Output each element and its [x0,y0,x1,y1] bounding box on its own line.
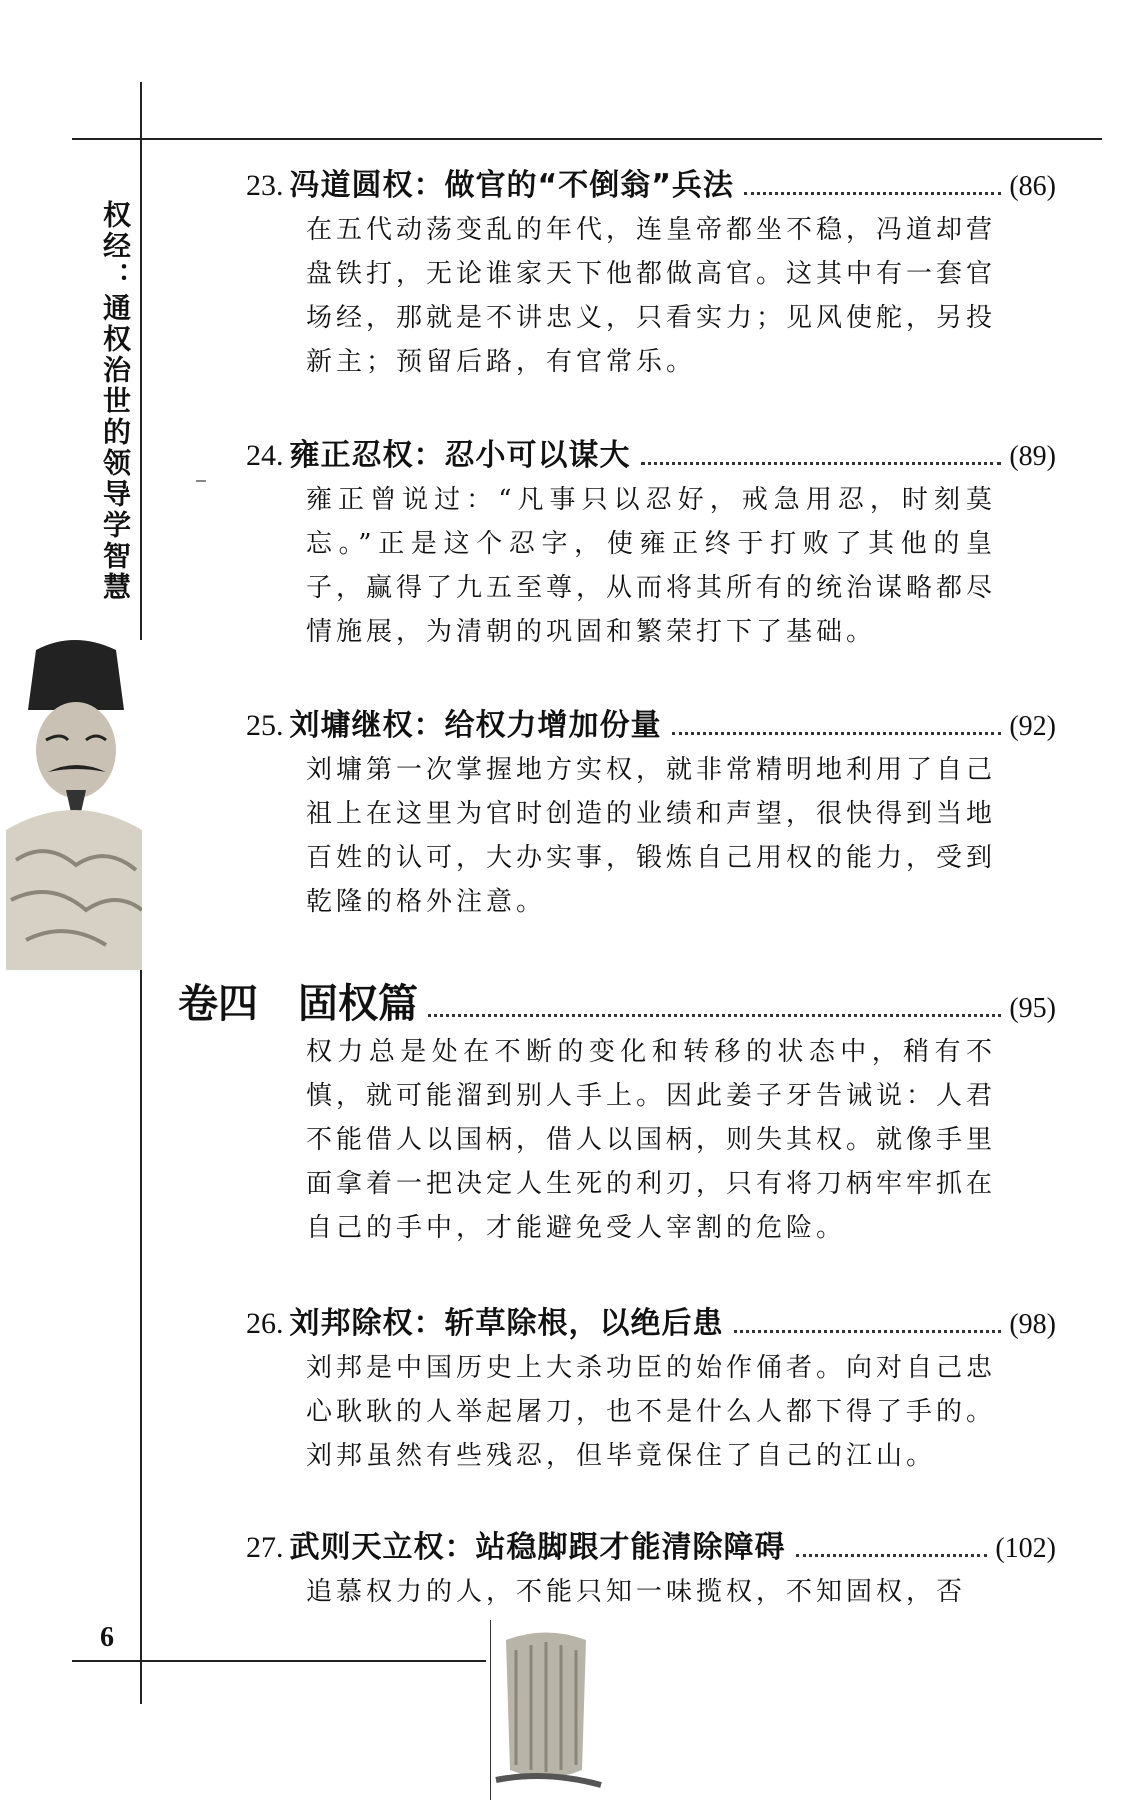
volume-title: 固权篇 [298,981,418,1027]
leader-dots [734,1330,1002,1333]
entry-page-ref: (102) [995,1533,1056,1564]
leader-dots [672,732,1002,735]
volume-heading[interactable] [178,972,1056,1030]
page-number: 6 [100,1622,114,1653]
entry-number: 23. [246,169,284,202]
toc-entry[interactable] [246,1522,1056,1614]
toc-entry-heading[interactable] [246,1298,1056,1346]
entry-number: 24. [246,439,284,472]
entry-page-ref: (92) [1009,711,1056,742]
toc-entry[interactable] [246,430,1056,654]
entry-summary: 刘邦是中国历史上大杀功臣的始作俑者。向对自己忠心耿耿的人举起屠刀，也不是什么人都下得了手的。刘邦虽然有些残忍，但毕竟保住了自己的江山。 [306,1353,997,1471]
entry-title: 武则天立权：站稳脚跟才能清除障碍 [289,1530,786,1565]
running-book-title: 权经：通权治世的领导学智慧 [99,200,132,603]
entry-title: 刘邦除权：斩草除根，以绝后患 [289,1306,724,1341]
entry-number: 26. [246,1307,284,1340]
entry-page-ref: (98) [1009,1309,1056,1340]
bottom-rule [72,1660,524,1662]
volume-label: 卷四 [178,981,258,1027]
toc-entry-heading[interactable] [246,1522,1056,1570]
entry-page-ref: (86) [1009,171,1056,202]
margin-dash [196,480,206,482]
entry-number: 27. [246,1531,284,1564]
entry-title: 刘墉继权：给权力增加份量 [289,708,662,743]
entry-number: 25. [246,709,284,742]
entry-summary: 在五代动荡变乱的年代，连皇帝都坐不稳，冯道却营盘铁打，无论谁家天下他都做高官。这其中有一套官场经，那就是不讲忠义，只看实力；见风使舵，另投新主；预留后路，有官常乐。 [306,215,997,377]
hat-artifact-image [486,1620,606,1800]
leader-dots [796,1554,988,1557]
toc-entry[interactable] [246,700,1056,924]
entry-summary: 雍正曾说过：“凡事只以忍好，戒急用忍，时刻莫忘。”正是这个忍字，使雍正终于打败了其他的皇子，赢得了九五至尊，从而将其所有的统治谋略都尽情施展，为清朝的巩固和繁荣打下了基础。 [306,485,997,647]
entry-title: 雍正忍权：忍小可以谋大 [289,438,631,473]
leader-dots [744,192,1001,195]
leader-dots [428,1014,1001,1017]
toc-entry[interactable] [246,1298,1056,1478]
toc-entry-heading[interactable] [246,700,1056,748]
emperor-portrait-image [6,640,142,970]
toc-entry[interactable] [246,160,1056,384]
toc-entry-heading[interactable] [246,430,1056,478]
toc-entry-heading[interactable] [246,160,1056,208]
entry-page-ref: (89) [1009,441,1056,472]
entry-summary: 追慕权力的人，不能只知一味揽权，不知固权，否 [306,1577,967,1607]
volume-page-ref: (95) [1009,993,1056,1024]
volume-section[interactable] [178,972,1056,1250]
leader-dots [641,462,1002,465]
entry-title: 冯道圆权：做官的“不倒翁”兵法 [289,168,734,203]
entry-summary: 刘墉第一次掌握地方实权，就非常精明地利用了自己祖上在这里为官时创造的业绩和声望，很快得到当地百姓的认可，大办实事，锻炼自己用权的能力，受到乾隆的格外注意。 [306,755,997,917]
volume-summary: 权力总是处在不断的变化和转移的状态中，稍有不慎，就可能溜到别人手上。因此姜子牙告诫说：人君不能借人以国柄，借人以国柄，则失其权。就像手里面拿着一把决定人生死的利刃，只有将刀柄牢牢抓在自己的手中，才能避免受人宰割的危险。 [306,1037,997,1243]
top-rule [72,138,1102,140]
